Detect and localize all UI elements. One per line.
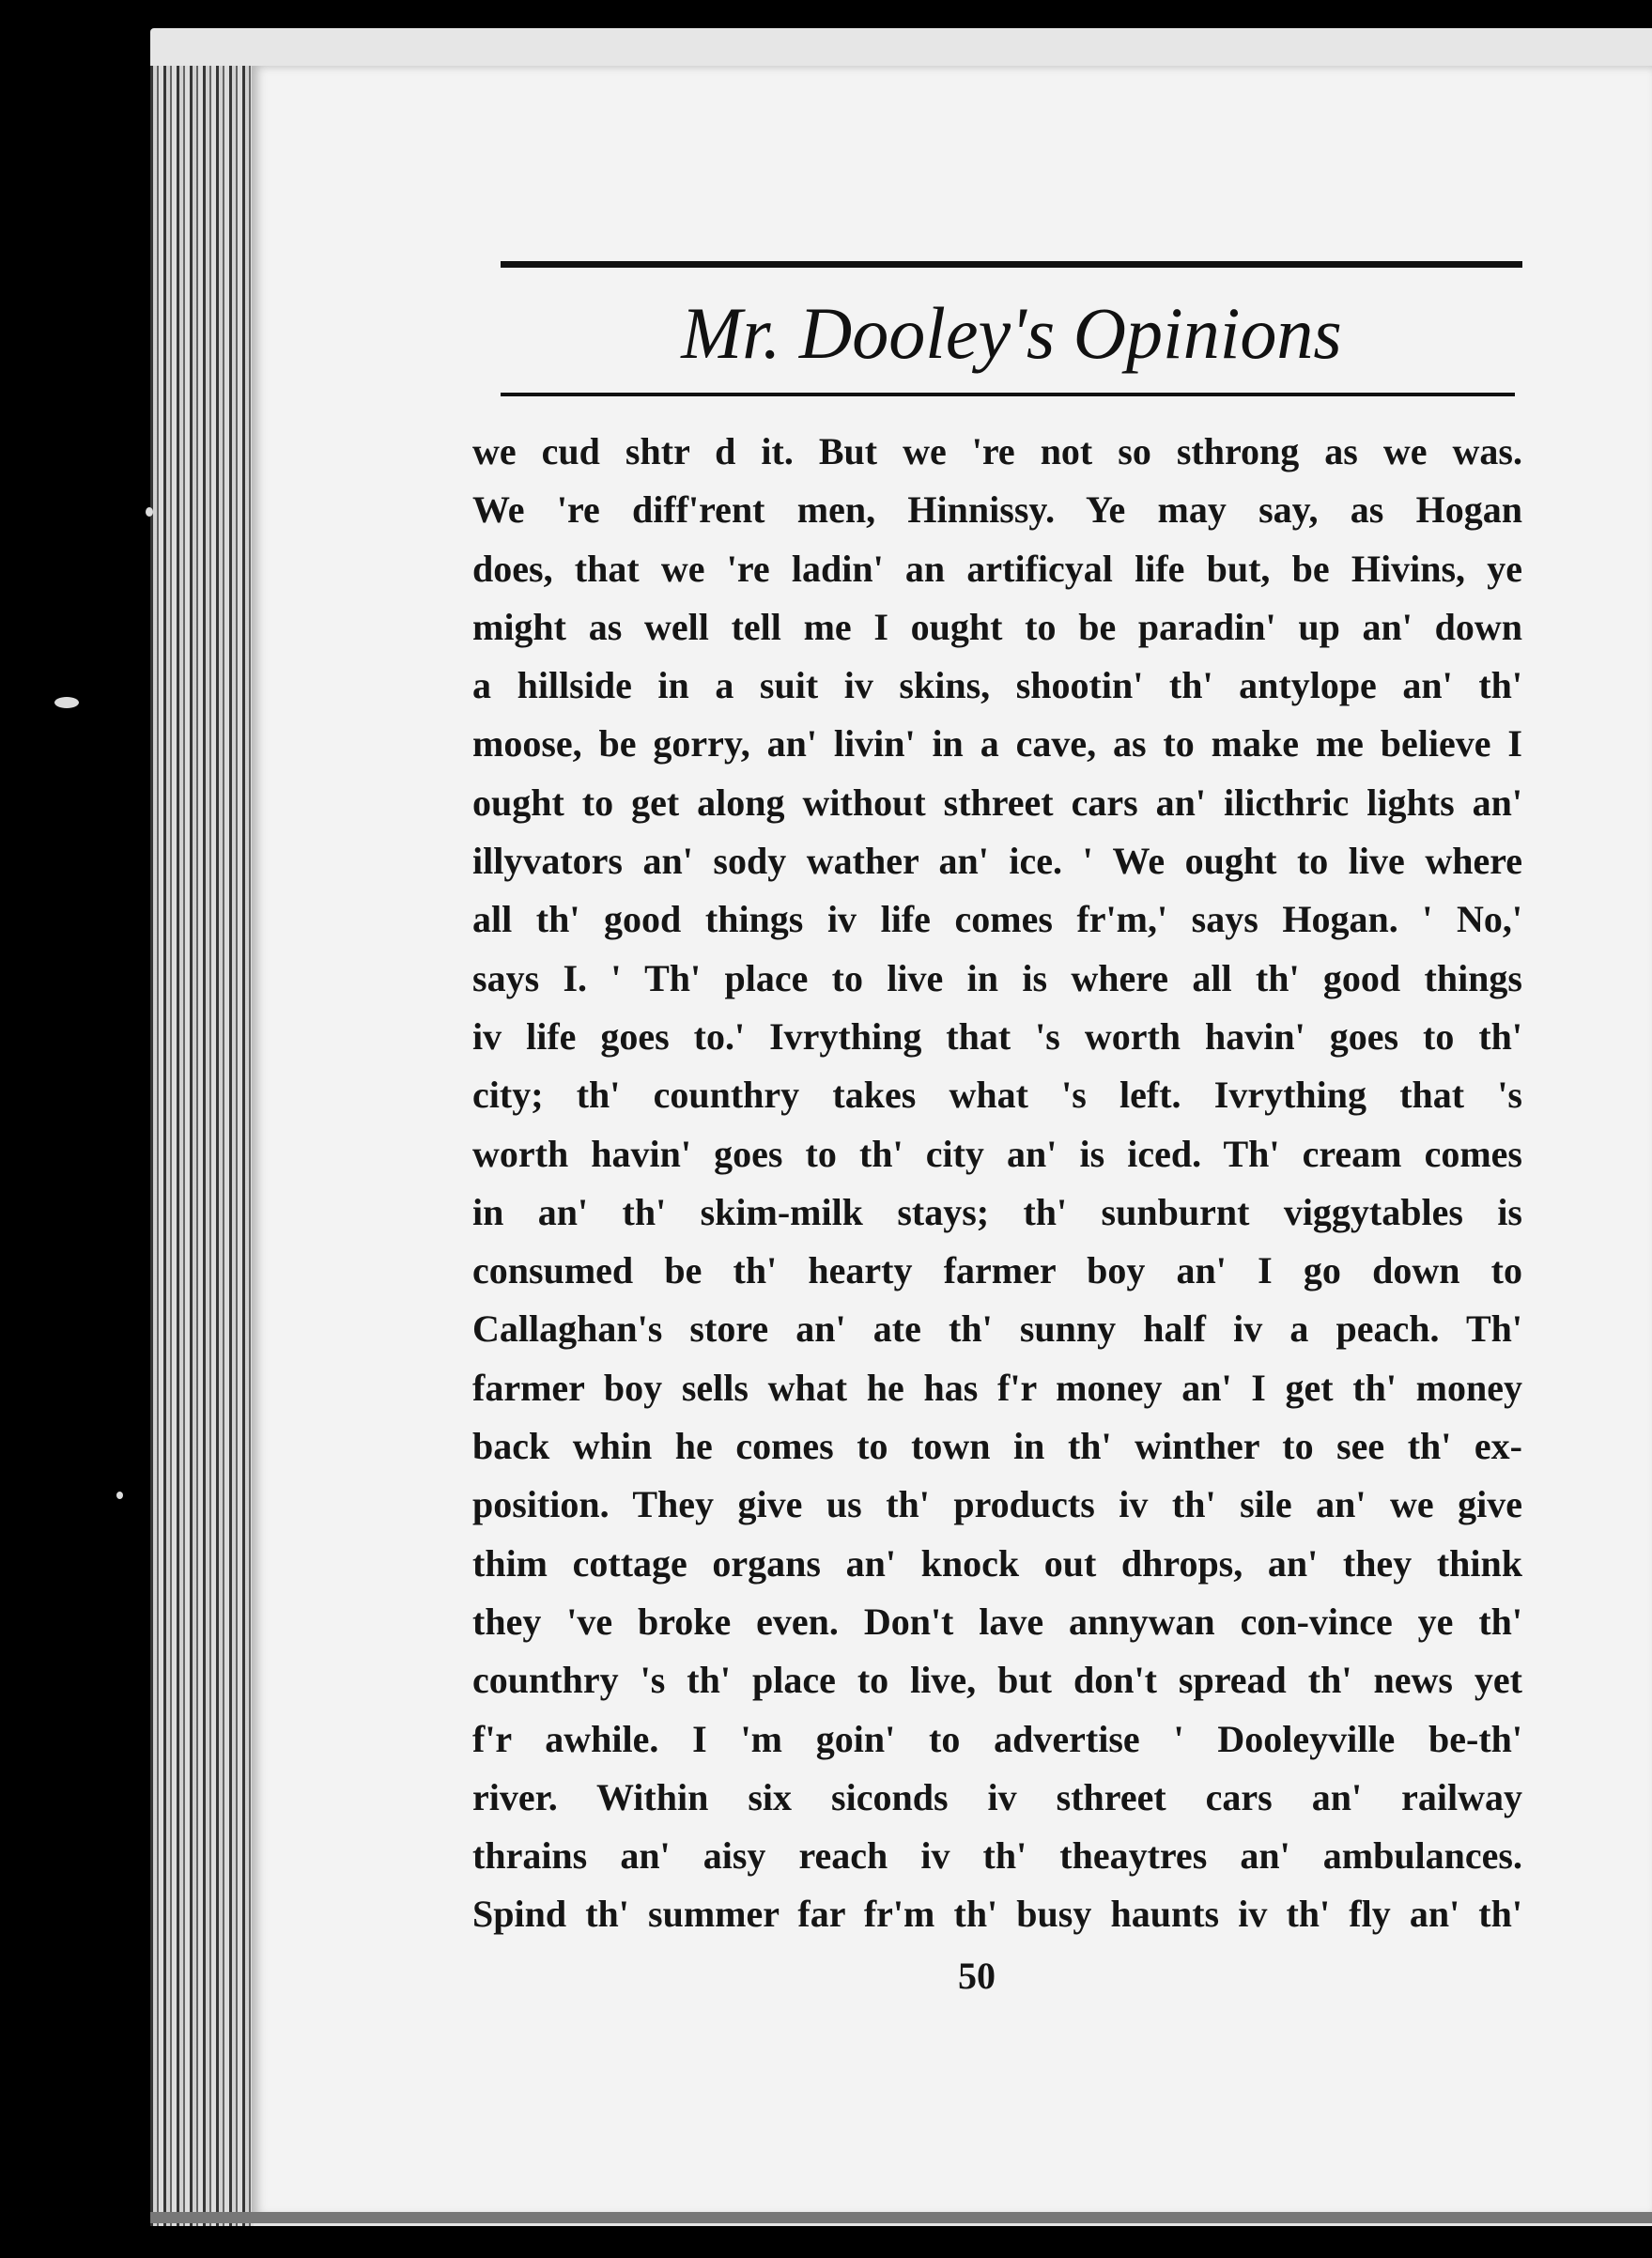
text-line: Callaghan's store an' ate th' sunny half iv a peach. Th' xyxy=(472,1307,1522,1351)
page-number: 50 xyxy=(958,1955,996,1997)
text-line: position. They give us th' products iv th' sile an' we give xyxy=(472,1483,1522,1526)
text-line: farmer boy sells what he has f'r money an' I get th' money xyxy=(472,1366,1522,1409)
text-line: worth havin' goes to th' city an' is iced. Th' cream comes xyxy=(472,1132,1522,1175)
text-line: illyvators an' sody wather an' ice. ' We ought to live where xyxy=(472,840,1522,883)
page-bottom-edge xyxy=(150,2212,1652,2223)
book-leaf-edges xyxy=(150,66,254,2226)
text-line: moose, be gorry, an' livin' in a cave, as to make me believe I xyxy=(472,722,1522,766)
text-line: thrains an' aisy reach iv th' theaytres an' ambulances. xyxy=(472,1834,1522,1878)
text-line: all th' good things iv life comes fr'm,' says Hogan. ' No,' xyxy=(472,898,1522,941)
text-line: We 're diff'rent men, Hinnissy. Ye may say, as Hogan xyxy=(472,488,1522,532)
scan-speck xyxy=(54,697,79,708)
text-line: does, that we 're ladin' an artificyal life but, be Hivins, ye xyxy=(472,547,1522,590)
text-line: f'r awhile. I 'm goin' to advertise ' Dooleyville be-th' xyxy=(472,1717,1522,1760)
text-line: we cud shtr d it. But we 're not so sthrong as we was. xyxy=(472,430,1522,472)
body-text xyxy=(472,423,1522,1944)
header-rule-top xyxy=(501,261,1522,268)
text-line: counthry 's th' place to live, but don't spread th' news yet xyxy=(472,1659,1522,1702)
text-line: says I. ' Th' place to live in is where all th' good things xyxy=(472,956,1522,999)
text-line: back whin he comes to town in th' winther to see th' ex- xyxy=(472,1425,1522,1468)
text-line: consumed be th' hearty farmer boy an' I go down to xyxy=(472,1249,1522,1292)
text-line: city; th' counthry takes what 's left. Ivrything that 's xyxy=(472,1074,1522,1117)
text-line: river. Within six siconds iv sthreet cars an' railway xyxy=(472,1775,1522,1818)
text-line: ought to get along without sthreet cars an' ilicthric lights an' xyxy=(472,781,1522,824)
text-line: in an' th' skim-milk stays; th' sunburnt viggytables is xyxy=(472,1190,1522,1233)
scan-speck xyxy=(116,1492,123,1499)
text-line: might as well tell me I ought to be paradin' up an' down xyxy=(472,605,1522,648)
text-line: thim cottage organs an' knock out dhrops, an' they think xyxy=(472,1541,1522,1585)
text-line: iv life goes to.' Ivrything that 's worth havin' goes to th' xyxy=(472,1014,1522,1058)
text-line: they 've broke even. Don't lave annywan con-vince ye th' xyxy=(472,1600,1522,1643)
text-line: a hillside in a suit iv skins, shootin' th' antylope an' th' xyxy=(472,664,1522,707)
scan-speck xyxy=(146,507,153,517)
header-rule-bottom xyxy=(501,393,1515,396)
running-head: Mr. Dooley's Opinions xyxy=(681,292,1342,374)
text-line: Spind th' summer far fr'm th' busy haunts iv th' fly an' th' xyxy=(472,1893,1522,1936)
